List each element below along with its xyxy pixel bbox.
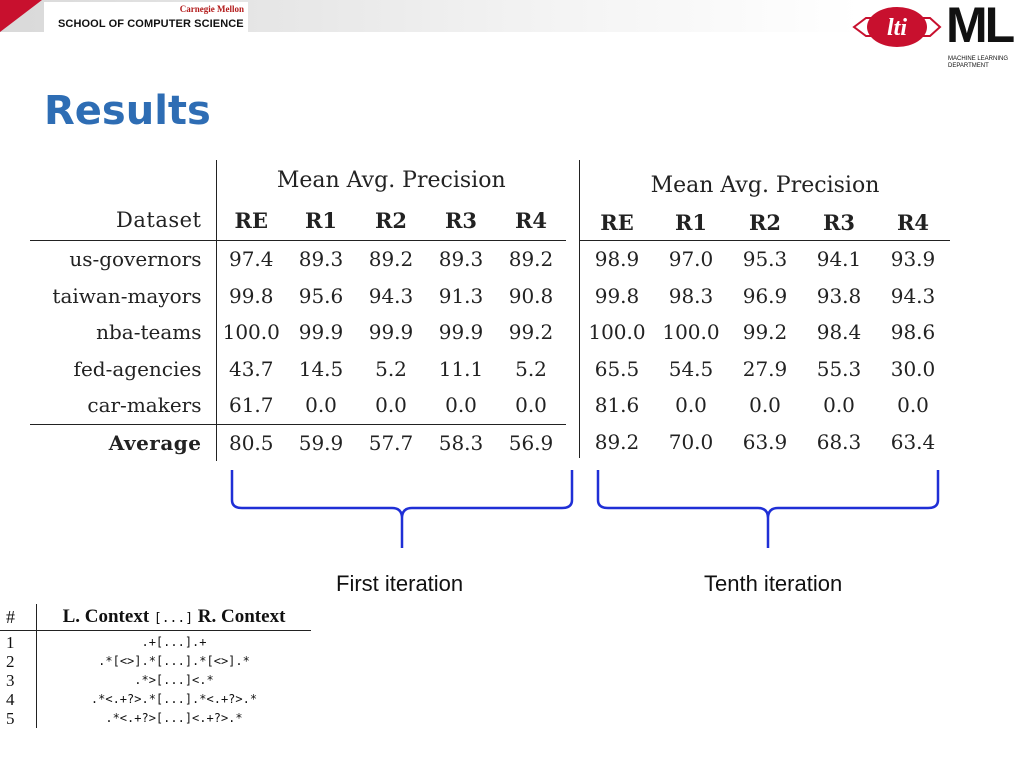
pattern-cell: .*<.+?>.*[...].*<.+?>.* <box>90 692 258 706</box>
table-cell: 100.0 <box>662 320 720 345</box>
pattern-cell: .*[<>].*[...].*[<>].* <box>98 654 250 668</box>
group-header: Mean Avg. Precision <box>276 167 506 193</box>
table-cell: 99.9 <box>298 320 344 345</box>
row-number: 1 <box>0 631 37 653</box>
group-header: Mean Avg. Precision <box>650 172 880 198</box>
table-cell: 89.2 <box>594 429 640 454</box>
table-cell: 61.7 <box>228 393 274 418</box>
table-cell: 97.4 <box>228 247 274 272</box>
table-cell: 59.9 <box>286 424 356 461</box>
table-cell: 89.2 <box>368 247 414 272</box>
table-cell: 5.2 <box>375 356 407 381</box>
column-header: R4 <box>496 200 566 241</box>
table-cell: 11.1 <box>438 356 484 381</box>
table-cell: 0.0 <box>897 393 929 418</box>
column-header: RE <box>216 200 286 241</box>
table-cell: 100.0 <box>222 320 280 345</box>
table-cell: 90.8 <box>508 283 554 308</box>
slide-title: Results <box>44 88 211 134</box>
table-cell: 57.7 <box>356 424 426 461</box>
table-cell: 55.3 <box>816 356 862 381</box>
slot-header: [...] <box>153 610 194 626</box>
table-cell: 94.3 <box>368 283 414 308</box>
table-cell: 0.0 <box>749 393 781 418</box>
table-cell: 0.0 <box>445 393 477 418</box>
table-cell: 14.5 <box>298 356 344 381</box>
table-cell: 5.2 <box>515 356 547 381</box>
table-cell: 98.3 <box>668 283 714 308</box>
table-cell: 94.1 <box>816 247 862 272</box>
table-cell: 80.5 <box>216 424 286 461</box>
first-iteration-brace <box>232 470 572 548</box>
table-cell: 70.0 <box>668 429 714 454</box>
dataset-header: Dataset <box>30 200 216 241</box>
first-iteration-table <box>30 160 566 461</box>
grouping-braces <box>0 460 1024 560</box>
table-cell: 0.0 <box>305 393 337 418</box>
dataset-name: fed-agencies <box>30 351 216 388</box>
pattern-cell: .*<.+?>[...]<.+?>.* <box>105 711 243 725</box>
row-number: 2 <box>0 652 37 671</box>
table-cell: 93.8 <box>816 283 862 308</box>
ml-logo-caption-line1: MACHINE LEARNING <box>948 56 1009 62</box>
average-label: Average <box>30 424 216 461</box>
table-row <box>0 671 311 690</box>
table-cell: 99.9 <box>368 320 414 345</box>
column-header: R3 <box>426 200 496 241</box>
table-cell: 93.9 <box>890 247 936 272</box>
context-pattern-table <box>0 604 311 728</box>
table-row <box>580 314 950 351</box>
table-cell: 94.3 <box>890 283 936 308</box>
ml-logo-caption-line2: DEPARTMENT <box>948 63 989 69</box>
context-header <box>37 604 312 631</box>
ml-logo-text: ML <box>946 0 1013 53</box>
table-cell: 96.9 <box>742 283 788 308</box>
lti-logo-text: lti <box>886 15 908 41</box>
column-header: R2 <box>728 204 802 241</box>
number-header: # <box>0 604 37 631</box>
header-bar <box>0 0 860 32</box>
table-row <box>30 351 566 388</box>
average-row <box>580 424 950 461</box>
ml-logo <box>944 0 1020 74</box>
dataset-name: us-governors <box>30 241 216 278</box>
table-cell: 91.3 <box>438 283 484 308</box>
table-cell: 0.0 <box>515 393 547 418</box>
row-number: 3 <box>0 671 37 690</box>
table-cell: 99.8 <box>594 283 640 308</box>
table-cell: 95.3 <box>742 247 788 272</box>
average-row <box>30 424 566 461</box>
table-cell: 58.3 <box>426 424 496 461</box>
left-context-header: L. Context <box>62 605 150 627</box>
table-row <box>30 241 566 278</box>
table-cell: 0.0 <box>823 393 855 418</box>
tenth-iteration-table <box>580 166 950 460</box>
cmu-logo-top: Carnegie Mellon <box>179 4 244 14</box>
cmu-logo-bottom: SCHOOL OF COMPUTER SCIENCE <box>58 18 244 30</box>
table-row <box>580 351 950 388</box>
table-cell: 89.2 <box>508 247 554 272</box>
column-header: RE <box>580 204 654 241</box>
tenth-iteration-label: Tenth iteration <box>704 571 843 596</box>
column-header: R1 <box>654 204 728 241</box>
first-iteration-label: First iteration <box>336 571 464 596</box>
table-row <box>580 241 950 278</box>
table-row <box>0 652 311 671</box>
lti-logo <box>852 4 942 50</box>
table-cell: 100.0 <box>588 320 646 345</box>
table-row <box>30 387 566 424</box>
column-header: R1 <box>286 200 356 241</box>
table-cell: 63.4 <box>890 429 936 454</box>
table-cell: 0.0 <box>675 393 707 418</box>
table-cell: 27.9 <box>742 356 788 381</box>
dataset-name: nba-teams <box>30 314 216 351</box>
table-cell: 89.3 <box>298 247 344 272</box>
dataset-name: car-makers <box>30 387 216 424</box>
table-cell: 81.6 <box>594 393 640 418</box>
table-cell: 98.6 <box>890 320 936 345</box>
table-row <box>30 314 566 351</box>
table-row <box>580 387 950 424</box>
table-row <box>30 278 566 315</box>
table-cell: 99.2 <box>742 320 788 345</box>
dataset-name: taiwan-mayors <box>30 278 216 315</box>
header-red-accent <box>0 0 42 32</box>
table-corner <box>30 160 216 200</box>
cmu-logo <box>44 2 248 32</box>
table-cell: 30.0 <box>890 356 936 381</box>
table-cell: 68.3 <box>816 429 862 454</box>
tenth-iteration-brace <box>598 470 938 548</box>
table-row <box>0 690 311 709</box>
table-cell: 97.0 <box>668 247 714 272</box>
table-cell: 95.6 <box>298 283 344 308</box>
table-row <box>0 709 311 728</box>
ml-logo-caption <box>948 56 1008 70</box>
table-cell: 98.4 <box>816 320 862 345</box>
table-cell: 54.5 <box>668 356 714 381</box>
column-header: R4 <box>876 204 950 241</box>
table-cell: 99.2 <box>508 320 554 345</box>
pattern-cell: .*>[...]<.* <box>134 673 214 687</box>
right-context-header: R. Context <box>197 605 286 627</box>
column-header: R3 <box>802 204 876 241</box>
table-cell: 56.9 <box>496 424 566 461</box>
table-row <box>0 631 311 653</box>
pattern-cell: .+[...].+ <box>141 635 207 649</box>
row-number: 5 <box>0 709 37 728</box>
row-number: 4 <box>0 690 37 709</box>
table-cell: 99.9 <box>438 320 484 345</box>
table-cell: 0.0 <box>375 393 407 418</box>
table-cell: 63.9 <box>742 429 788 454</box>
table-row <box>580 278 950 315</box>
table-cell: 65.5 <box>594 356 640 381</box>
column-header: R2 <box>356 200 426 241</box>
table-cell: 99.8 <box>228 283 274 308</box>
table-cell: 89.3 <box>438 247 484 272</box>
table-cell: 98.9 <box>594 247 640 272</box>
table-cell: 43.7 <box>228 356 274 381</box>
